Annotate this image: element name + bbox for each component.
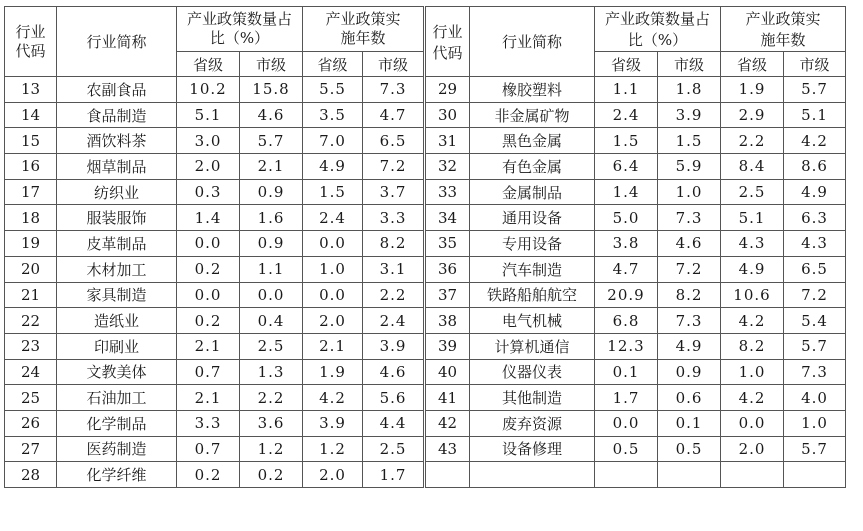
left-share-prov-cell: 0.2 xyxy=(177,462,240,488)
left-years-city-cell: 3.3 xyxy=(363,205,425,231)
right-years-city-cell: 6.3 xyxy=(784,205,846,231)
right-years-city-cell: 8.6 xyxy=(784,154,846,180)
header-years-municipal: 市级 xyxy=(363,52,425,77)
right-share-prov-cell: 1.1 xyxy=(595,77,658,103)
left-years-city-cell: 3.7 xyxy=(363,179,425,205)
right-share-prov-cell: 1.7 xyxy=(595,385,658,411)
left-years-prov-cell: 1.2 xyxy=(303,436,363,462)
right-share-city-cell: 4.6 xyxy=(658,231,721,257)
header-code-right xyxy=(425,7,470,77)
left-years-prov-cell: 4.9 xyxy=(303,154,363,180)
right-share-city-cell: 7.3 xyxy=(658,308,721,334)
left-name-cell: 烟草制品 xyxy=(57,154,177,180)
right-share-city-cell: 0.9 xyxy=(658,359,721,385)
left-years-prov-cell: 2.0 xyxy=(303,462,363,488)
right-years-city-cell: 7.3 xyxy=(784,359,846,385)
right-share-city-cell: 1.5 xyxy=(658,128,721,154)
right-share-city-cell: 3.9 xyxy=(658,102,721,128)
right-share-prov-cell: 6.4 xyxy=(595,154,658,180)
right-years-city-cell: 5.7 xyxy=(784,436,846,462)
right-code-cell: 40 xyxy=(425,359,470,385)
left-name-cell: 家具制造 xyxy=(57,282,177,308)
right-code-cell: 41 xyxy=(425,385,470,411)
right-share-prov-cell: 0.0 xyxy=(595,410,658,436)
header-years-provincial: 省级 xyxy=(303,52,363,77)
right-name-cell: 非金属矿物 xyxy=(470,102,595,128)
left-code-cell: 18 xyxy=(5,205,57,231)
right-code-cell: 39 xyxy=(425,333,470,359)
left-name-cell: 木材加工 xyxy=(57,256,177,282)
right-share-prov-cell: 12.3 xyxy=(595,333,658,359)
left-years-city-cell: 2.4 xyxy=(363,308,425,334)
header-share-provincial: 省级 xyxy=(177,52,240,77)
left-share-prov-cell: 1.4 xyxy=(177,205,240,231)
right-name-cell: 汽车制造 xyxy=(470,256,595,282)
right-code-cell: 29 xyxy=(425,77,470,103)
header-years-municipal-right: 市级 xyxy=(784,52,846,77)
right-code-cell: 43 xyxy=(425,436,470,462)
table-row xyxy=(5,282,846,308)
right-share-city-cell: 1.0 xyxy=(658,179,721,205)
header-years-provincial-right: 省级 xyxy=(721,52,784,77)
table-row xyxy=(5,333,846,359)
left-code-cell: 23 xyxy=(5,333,57,359)
right-share-city-cell: 4.9 xyxy=(658,333,721,359)
left-code-cell: 27 xyxy=(5,436,57,462)
left-code-cell: 24 xyxy=(5,359,57,385)
right-share-city-cell: 0.5 xyxy=(658,436,721,462)
left-code-cell: 26 xyxy=(5,410,57,436)
table-row xyxy=(5,154,846,180)
right-code-cell xyxy=(425,462,470,488)
left-share-city-cell: 0.4 xyxy=(240,308,303,334)
right-years-prov-cell: 2.0 xyxy=(721,436,784,462)
header-years-right-text: 产业政策实施年数 xyxy=(745,10,821,49)
left-share-prov-cell: 0.2 xyxy=(177,308,240,334)
left-years-city-cell: 2.5 xyxy=(363,436,425,462)
header-name: 行业简称 xyxy=(57,7,177,77)
right-years-city-cell: 5.7 xyxy=(784,333,846,359)
header-name-right: 行业简称 xyxy=(470,7,595,77)
right-share-prov-cell: 4.7 xyxy=(595,256,658,282)
industry-policy-table-container xyxy=(4,6,859,522)
left-share-city-cell: 0.2 xyxy=(240,462,303,488)
right-code-cell: 35 xyxy=(425,231,470,257)
right-years-prov-cell: 8.2 xyxy=(721,333,784,359)
left-years-city-cell: 4.4 xyxy=(363,410,425,436)
header-share-text: 产业政策数量占比（%） xyxy=(186,10,292,47)
right-share-prov-cell: 5.0 xyxy=(595,205,658,231)
right-name-cell: 橡胶塑料 xyxy=(470,77,595,103)
right-share-prov-cell: 20.9 xyxy=(595,282,658,308)
right-code-cell: 36 xyxy=(425,256,470,282)
table-row xyxy=(5,308,846,334)
left-years-prov-cell: 1.9 xyxy=(303,359,363,385)
right-share-prov-cell: 6.8 xyxy=(595,308,658,334)
left-years-city-cell: 3.9 xyxy=(363,333,425,359)
right-years-prov-cell: 4.9 xyxy=(721,256,784,282)
left-share-city-cell: 1.3 xyxy=(240,359,303,385)
left-years-city-cell: 3.1 xyxy=(363,256,425,282)
left-name-cell: 皮革制品 xyxy=(57,231,177,257)
right-share-city-cell xyxy=(658,462,721,488)
right-years-prov-cell: 4.2 xyxy=(721,385,784,411)
table-row xyxy=(5,462,846,488)
table-row xyxy=(5,205,846,231)
right-years-city-cell: 1.0 xyxy=(784,410,846,436)
right-years-city-cell: 5.1 xyxy=(784,102,846,128)
left-code-cell: 21 xyxy=(5,282,57,308)
left-name-cell: 服装服饰 xyxy=(57,205,177,231)
left-name-cell: 造纸业 xyxy=(57,308,177,334)
left-name-cell: 食品制造 xyxy=(57,102,177,128)
left-share-prov-cell: 5.1 xyxy=(177,102,240,128)
right-years-prov-cell: 2.2 xyxy=(721,128,784,154)
table-row xyxy=(5,410,846,436)
left-years-city-cell: 5.6 xyxy=(363,385,425,411)
right-years-prov-cell xyxy=(721,462,784,488)
table-row xyxy=(5,128,846,154)
table-row xyxy=(5,231,846,257)
right-name-cell: 废弃资源 xyxy=(470,410,595,436)
left-name-cell: 纺织业 xyxy=(57,179,177,205)
left-years-prov-cell: 7.0 xyxy=(303,128,363,154)
right-share-prov-cell: 1.4 xyxy=(595,179,658,205)
left-share-prov-cell: 0.3 xyxy=(177,179,240,205)
left-share-prov-cell: 0.2 xyxy=(177,256,240,282)
left-years-prov-cell: 2.0 xyxy=(303,308,363,334)
left-share-prov-cell: 0.0 xyxy=(177,231,240,257)
left-share-city-cell: 3.6 xyxy=(240,410,303,436)
left-share-prov-cell: 3.0 xyxy=(177,128,240,154)
right-code-cell: 34 xyxy=(425,205,470,231)
right-name-cell: 金属制品 xyxy=(470,179,595,205)
header-years xyxy=(303,7,425,52)
left-code-cell: 19 xyxy=(5,231,57,257)
left-years-prov-cell: 0.0 xyxy=(303,282,363,308)
header-years-text: 产业政策实施年数 xyxy=(325,10,401,47)
right-years-city-cell: 4.2 xyxy=(784,128,846,154)
table-row xyxy=(5,436,846,462)
right-share-prov-cell: 2.4 xyxy=(595,102,658,128)
right-years-city-cell: 7.2 xyxy=(784,282,846,308)
right-name-cell: 通用设备 xyxy=(470,205,595,231)
left-years-prov-cell: 2.1 xyxy=(303,333,363,359)
left-share-city-cell: 2.2 xyxy=(240,385,303,411)
left-years-prov-cell: 3.9 xyxy=(303,410,363,436)
left-name-cell: 化学纤维 xyxy=(57,462,177,488)
left-years-prov-cell: 2.4 xyxy=(303,205,363,231)
table-body xyxy=(5,77,846,488)
left-name-cell: 酒饮料茶 xyxy=(57,128,177,154)
right-share-prov-cell: 0.1 xyxy=(595,359,658,385)
left-share-prov-cell: 2.0 xyxy=(177,154,240,180)
left-name-cell: 农副食品 xyxy=(57,77,177,103)
right-share-city-cell: 0.1 xyxy=(658,410,721,436)
right-name-cell: 电气机械 xyxy=(470,308,595,334)
left-name-cell: 印刷业 xyxy=(57,333,177,359)
left-share-prov-cell: 0.0 xyxy=(177,282,240,308)
left-share-city-cell: 1.1 xyxy=(240,256,303,282)
right-name-cell: 有色金属 xyxy=(470,154,595,180)
header-share-right-text: 产业政策数量占比（%） xyxy=(604,10,710,49)
left-share-city-cell: 5.7 xyxy=(240,128,303,154)
right-name-cell: 计算机通信 xyxy=(470,333,595,359)
table-row xyxy=(5,359,846,385)
left-years-prov-cell: 3.5 xyxy=(303,102,363,128)
right-years-prov-cell: 2.5 xyxy=(721,179,784,205)
table-header xyxy=(5,7,846,77)
right-name-cell: 专用设备 xyxy=(470,231,595,257)
right-years-city-cell: 6.5 xyxy=(784,256,846,282)
right-share-city-cell: 8.2 xyxy=(658,282,721,308)
header-code-right-text: 行业代码 xyxy=(432,22,463,62)
right-years-city-cell: 4.9 xyxy=(784,179,846,205)
table-row xyxy=(5,77,846,103)
industry-policy-table xyxy=(4,6,846,488)
left-share-city-cell: 1.6 xyxy=(240,205,303,231)
left-years-city-cell: 7.2 xyxy=(363,154,425,180)
left-share-city-cell: 4.6 xyxy=(240,102,303,128)
right-years-prov-cell: 8.4 xyxy=(721,154,784,180)
left-code-cell: 16 xyxy=(5,154,57,180)
right-years-city-cell: 5.7 xyxy=(784,77,846,103)
table-row xyxy=(5,256,846,282)
left-share-city-cell: 1.2 xyxy=(240,436,303,462)
left-code-cell: 15 xyxy=(5,128,57,154)
right-code-cell: 31 xyxy=(425,128,470,154)
left-name-cell: 医药制造 xyxy=(57,436,177,462)
right-years-prov-cell: 10.6 xyxy=(721,282,784,308)
right-name-cell: 设备修理 xyxy=(470,436,595,462)
left-years-city-cell: 2.2 xyxy=(363,282,425,308)
right-years-prov-cell: 4.2 xyxy=(721,308,784,334)
right-code-cell: 42 xyxy=(425,410,470,436)
left-years-prov-cell: 1.5 xyxy=(303,179,363,205)
table-row xyxy=(5,179,846,205)
left-share-city-cell: 0.9 xyxy=(240,231,303,257)
header-code-text: 行业代码 xyxy=(15,22,46,60)
left-code-cell: 14 xyxy=(5,102,57,128)
right-share-city-cell: 0.6 xyxy=(658,385,721,411)
header-share-municipal-right: 市级 xyxy=(658,52,721,77)
right-years-prov-cell: 2.9 xyxy=(721,102,784,128)
right-code-cell: 33 xyxy=(425,179,470,205)
left-share-prov-cell: 3.3 xyxy=(177,410,240,436)
right-share-prov-cell: 0.5 xyxy=(595,436,658,462)
left-code-cell: 13 xyxy=(5,77,57,103)
left-years-prov-cell: 5.5 xyxy=(303,77,363,103)
right-name-cell xyxy=(470,462,595,488)
right-code-cell: 38 xyxy=(425,308,470,334)
right-years-city-cell xyxy=(784,462,846,488)
right-years-prov-cell: 4.3 xyxy=(721,231,784,257)
right-name-cell: 铁路船舶航空 xyxy=(470,282,595,308)
right-name-cell: 其他制造 xyxy=(470,385,595,411)
right-years-city-cell: 4.0 xyxy=(784,385,846,411)
right-years-prov-cell: 5.1 xyxy=(721,205,784,231)
left-share-city-cell: 0.0 xyxy=(240,282,303,308)
right-share-prov-cell xyxy=(595,462,658,488)
left-code-cell: 25 xyxy=(5,385,57,411)
header-share xyxy=(177,7,303,52)
right-share-city-cell: 5.9 xyxy=(658,154,721,180)
right-code-cell: 30 xyxy=(425,102,470,128)
left-name-cell: 化学制品 xyxy=(57,410,177,436)
header-share-municipal: 市级 xyxy=(240,52,303,77)
left-years-city-cell: 4.6 xyxy=(363,359,425,385)
right-name-cell: 黑色金属 xyxy=(470,128,595,154)
header-years-right xyxy=(721,7,846,52)
right-years-city-cell: 5.4 xyxy=(784,308,846,334)
right-share-city-cell: 7.2 xyxy=(658,256,721,282)
right-years-prov-cell: 0.0 xyxy=(721,410,784,436)
right-years-prov-cell: 1.9 xyxy=(721,77,784,103)
left-years-city-cell: 6.5 xyxy=(363,128,425,154)
left-name-cell: 石油加工 xyxy=(57,385,177,411)
right-share-prov-cell: 3.8 xyxy=(595,231,658,257)
right-years-prov-cell: 1.0 xyxy=(721,359,784,385)
left-code-cell: 22 xyxy=(5,308,57,334)
right-share-city-cell: 7.3 xyxy=(658,205,721,231)
left-share-city-cell: 2.1 xyxy=(240,154,303,180)
left-code-cell: 28 xyxy=(5,462,57,488)
table-row xyxy=(5,385,846,411)
left-share-prov-cell: 2.1 xyxy=(177,385,240,411)
right-code-cell: 37 xyxy=(425,282,470,308)
table-row xyxy=(5,102,846,128)
left-share-city-cell: 2.5 xyxy=(240,333,303,359)
left-name-cell: 文教美体 xyxy=(57,359,177,385)
left-years-prov-cell: 1.0 xyxy=(303,256,363,282)
left-share-city-cell: 0.9 xyxy=(240,179,303,205)
left-years-prov-cell: 4.2 xyxy=(303,385,363,411)
left-code-cell: 20 xyxy=(5,256,57,282)
right-years-city-cell: 4.3 xyxy=(784,231,846,257)
left-years-city-cell: 1.7 xyxy=(363,462,425,488)
right-share-prov-cell: 1.5 xyxy=(595,128,658,154)
left-share-prov-cell: 10.2 xyxy=(177,77,240,103)
left-share-prov-cell: 0.7 xyxy=(177,436,240,462)
left-share-prov-cell: 2.1 xyxy=(177,333,240,359)
left-code-cell: 17 xyxy=(5,179,57,205)
left-years-prov-cell: 0.0 xyxy=(303,231,363,257)
left-share-prov-cell: 0.7 xyxy=(177,359,240,385)
left-share-city-cell: 15.8 xyxy=(240,77,303,103)
right-name-cell: 仪器仪表 xyxy=(470,359,595,385)
left-years-city-cell: 8.2 xyxy=(363,231,425,257)
right-share-city-cell: 1.8 xyxy=(658,77,721,103)
header-share-provincial-right: 省级 xyxy=(595,52,658,77)
right-code-cell: 32 xyxy=(425,154,470,180)
left-years-city-cell: 7.3 xyxy=(363,77,425,103)
header-share-right xyxy=(595,7,721,52)
left-years-city-cell: 4.7 xyxy=(363,102,425,128)
header-code xyxy=(5,7,57,77)
